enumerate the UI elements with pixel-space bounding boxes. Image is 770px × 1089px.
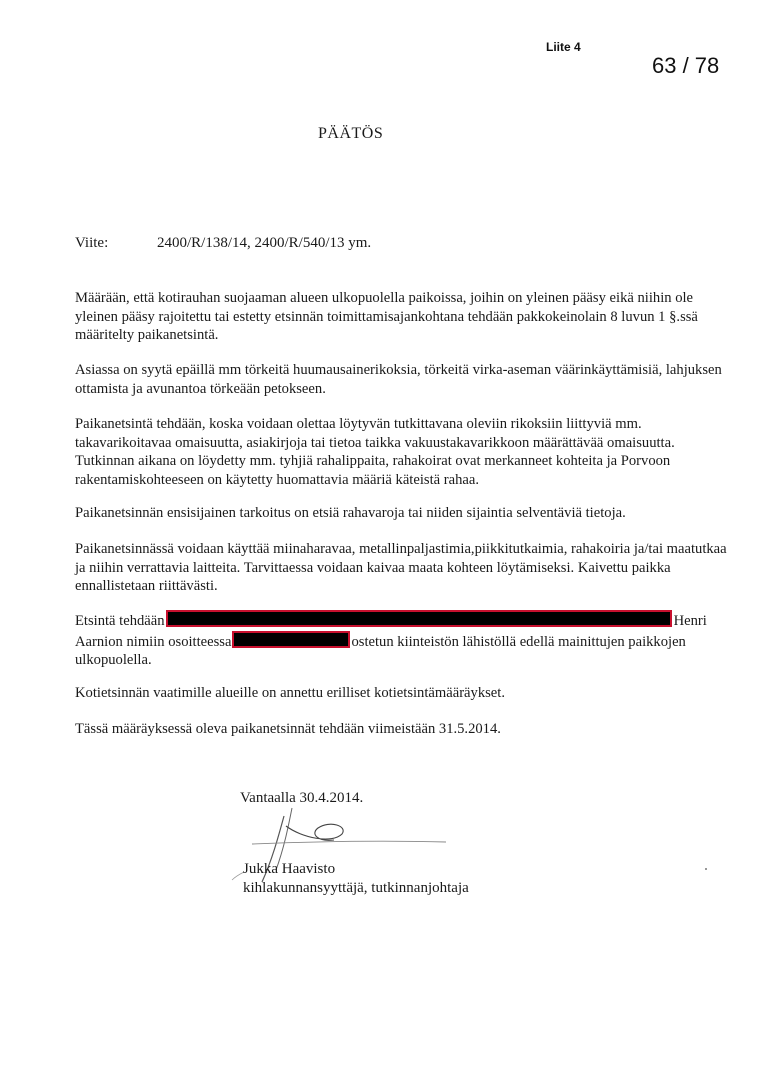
paragraph-suspicions: Asiassa on syytä epäillä mm törkeitä huumausainerikoksia, törkeitä virka-aseman väärinkäyttämisiä, lahjuksen ottamista ja avunantoa törkeään petokseen. bbox=[75, 362, 722, 397]
paragraph-location bbox=[75, 610, 730, 670]
paragraph-deadline: Tässä määräyksessä oleva paikanetsinnät tehdään viimeistään 31.5.2014. bbox=[75, 721, 501, 737]
document-title: PÄÄTÖS bbox=[318, 125, 384, 142]
paragraph-grounds: Paikanetsintä tehdään, koska voidaan olettaa löytyvän tutkittavana oleviin rikoksiin liittyviä mm. takavarikoitavaa omaisuutta, asiakirjoja tai tietoa taikka vakuustakavarikkoon määrättävää omaisuutta. Tutkinnan aikana on löydetty mm. tyhjiä rahalippaita, rahakoirat ovat merkanneet kohteita ja Porvoon rakentamiskohteeseen on käytetty huomattavia määriä käteistä rahaa. bbox=[75, 416, 675, 488]
scan-speck bbox=[705, 868, 707, 870]
redaction-box bbox=[232, 631, 350, 648]
redaction-box bbox=[166, 610, 672, 627]
paragraph-equipment: Paikanetsinnässä voidaan käyttää miinaharavaa, metallinpaljastimia,piikkitutkaimia, rahakoiria ja/tai maatutkaa ja niihin verrattavia laitteita. Tarvittaessa voidaan kaivaa maata kohteen löytämiseksi. Kaivettu paikka ennallistetaan riittävästi. bbox=[75, 541, 727, 594]
location-text-end: ostetun kiinteistön lähistöllä edellä mainittujen paikkojen ulkopuolella. bbox=[75, 633, 686, 668]
location-text-start: Etsintä tehdään bbox=[75, 613, 165, 629]
reference-label: Viite: bbox=[75, 235, 109, 251]
signer-name: Jukka Haavisto bbox=[243, 861, 336, 877]
signer-title: kihlakunnansyyttäjä, tutkinnanjohtaja bbox=[243, 880, 469, 896]
page-number: 63 / 78 bbox=[652, 53, 720, 78]
place-date: Vantaalla 30.4.2014. bbox=[240, 790, 364, 806]
reference-value: 2400/R/138/14, 2400/R/540/13 ym. bbox=[157, 235, 372, 251]
paragraph-search-order: Määrään, että kotirauhan suojaaman alueen ulkopuolella paikoissa, joihin on yleinen pääsy eikä niihin ole yleinen pääsy rajoitettu tai estetty etsinnän toimittamisajankohtana tehdään pakkokeinolain 8 luvun 1 §.ssä määritelty paikanetsintä. bbox=[75, 290, 698, 343]
location-text-middle: Henri Aarnion nimiin osoitteessa bbox=[75, 613, 707, 650]
paragraph-purpose: Paikanetsinnän ensisijainen tarkoitus on etsiä rahavaroja tai niiden sijaintia selventäviä tietoja. bbox=[75, 505, 626, 521]
attachment-label: Liite 4 bbox=[546, 40, 581, 54]
paragraph-home-search: Kotietsinnän vaatimille alueille on annettu erilliset kotietsintämääräykset. bbox=[75, 685, 505, 701]
